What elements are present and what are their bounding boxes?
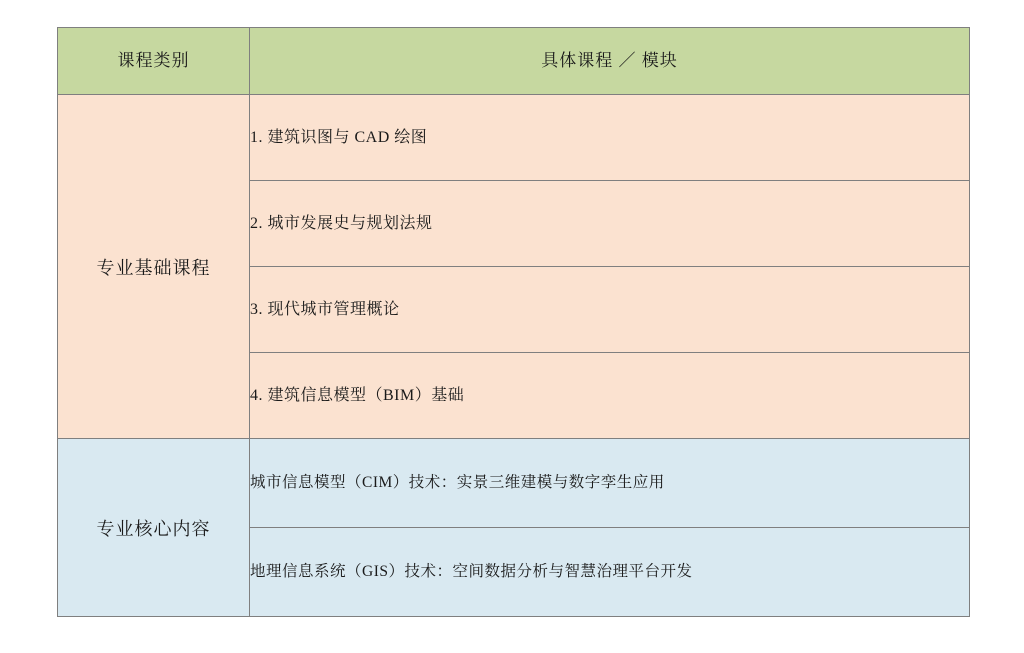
course-item-label: 2. 城市发展史与规划法规	[250, 214, 433, 232]
course-item-label: 城市信息模型（CIM）技术：实景三维建模与数字孪生应用	[250, 474, 665, 492]
category-label-core: 专业核心内容	[96, 518, 211, 539]
category-cell-core	[58, 439, 250, 617]
course-item-cell	[250, 181, 970, 267]
header-label-detail: 具体课程 ／ 模块	[541, 51, 678, 71]
header-cell-detail	[250, 28, 970, 95]
course-item-cell	[250, 95, 970, 181]
course-item-label: 3. 现代城市管理概论	[250, 300, 400, 318]
course-table-container	[57, 27, 969, 617]
course-item-label: 4. 建筑信息模型（BIM）基础	[250, 386, 465, 404]
course-item-cell	[250, 353, 970, 439]
course-item-cell	[250, 267, 970, 353]
table-row	[58, 439, 970, 528]
course-item-cell	[250, 528, 970, 617]
header-cell-category	[58, 28, 250, 95]
table-header-row	[58, 28, 970, 95]
course-table	[57, 27, 970, 617]
course-item-cell	[250, 439, 970, 528]
header-label-category: 课程类别	[117, 51, 190, 71]
course-item-label: 1. 建筑识图与 CAD 绘图	[250, 128, 428, 146]
table-row	[58, 95, 970, 181]
category-label-basic: 专业基础课程	[96, 257, 211, 278]
course-item-label: 地理信息系统（GIS）技术：空间数据分析与智慧治理平台开发	[250, 563, 693, 581]
category-cell-basic	[58, 95, 250, 439]
